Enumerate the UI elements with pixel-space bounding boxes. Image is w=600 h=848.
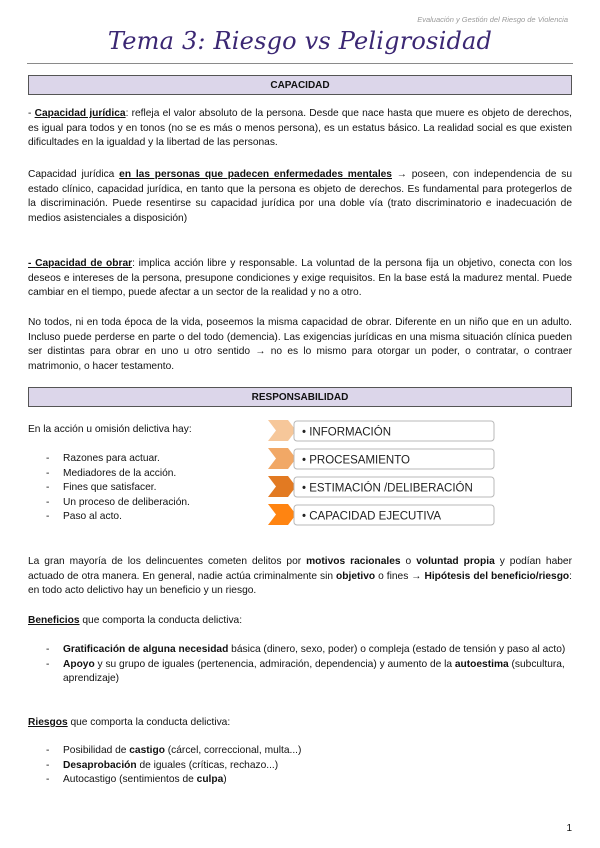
bold-term: voluntad propia: [416, 556, 495, 567]
text-fragment: : en todo acto delictivo hay un beneficio y un riesgo.: [28, 570, 573, 596]
list-item: - Fines que satisfacer.: [28, 481, 258, 496]
list-item: [28, 658, 572, 687]
list-item: - Mediadores de la acción.: [28, 467, 258, 482]
term-riesgos: Riesgos: [28, 717, 68, 728]
diagram-step-1: [268, 420, 494, 441]
diagram-label-1: • INFORMACIÓN: [302, 426, 391, 439]
dash: -: [28, 258, 36, 269]
text-fragment: de iguales (críticas, rechazo...): [136, 759, 279, 771]
bold-term: Desaprobación: [63, 759, 137, 771]
chevron-2: [268, 448, 296, 469]
riesgos-list: [28, 744, 572, 788]
list-item: [28, 759, 572, 774]
text-fragment: Posibilidad de: [63, 745, 130, 756]
process-diagram: [266, 418, 496, 533]
title-divider: [27, 63, 573, 64]
list-item: [28, 773, 572, 788]
term-capacidad-juridica: Capacidad jurídica: [34, 108, 126, 119]
text-fragment: → poseen, con independencia de su estado clínico, capacidad jurídica, en tanto que la persona es objeto de derechos. Es fundamental para protegerlos de la discriminación. Puede resentirse su capacidad jurídica por una doble vía (trato discriminatorio e inadecuación de medios asistenciales a disposición): [28, 169, 573, 224]
text-capacidad-obrar: : implica acción libre y responsable. La voluntad de la persona fija un objetivo, conecta con los deseos e intereses de la persona, presupone condiciones y exige requisitos. En la base está la madurez mental. Puede cambiar en el tiempo, puede afectar a un sector de la realidad y no a otro.: [28, 258, 572, 298]
list-item: - Paso al acto.: [28, 510, 258, 525]
text-fragment: y podían haber actuado de otra manera. En general, nadie actúa criminalmente sin: [28, 556, 572, 582]
text-fragment: o fines →: [375, 570, 425, 582]
bold-term: motivos racionales: [306, 556, 401, 567]
diagram-step-2: [268, 448, 494, 469]
diagram-label-4: • CAPACIDAD EJECUTIVA: [302, 510, 442, 523]
riesgos-heading: [28, 716, 572, 731]
section-band-responsabilidad: RESPONSABILIDAD: [28, 387, 572, 407]
text-fragment: (subcultura, aprendizaje): [63, 658, 565, 684]
chevron-1: [268, 420, 296, 441]
text-fragment: ): [223, 774, 227, 785]
text-fragment: Capacidad jurídica: [28, 169, 120, 180]
section-band-capacidad: CAPACIDAD: [28, 75, 572, 95]
page-number: 1: [566, 823, 572, 834]
bold-term: autoestima: [454, 658, 509, 670]
header-note: Evaluación y Gestión del Riesgo de Violencia: [417, 15, 568, 24]
text-fragment: y su grupo de iguales (pertenencia, admiración, dependencia) y aumento de la: [94, 658, 455, 670]
diagram-label-2: • PROCESAMIENTO: [302, 454, 410, 467]
list-item: - Razones para actuar.: [28, 452, 258, 467]
paragraph-no-todos: No todos, ni en toda época de la vida, poseemos la misma capacidad de obrar. Diferente en un niño que en un adulto. Incluso puede perderse en parte o del todo (demencia). Las exigencias jurídicas en una misma situación clínica pueden ser distintas para obrar en uno u otro sentido → no es lo mismo para otorgar un poder, o contratar, o contraer matrimonio, o hacer testamento.: [28, 317, 572, 372]
list-item: [28, 643, 572, 658]
term-enfermedades-mentales: en las personas que padecen enfermedades mentales: [119, 169, 392, 180]
term-label: Capacidad de obrar: [35, 258, 133, 269]
text-fragment: Autocastigo (sentimientos de: [63, 774, 197, 785]
bold-term: culpa: [196, 774, 224, 785]
list-intro: En la acción u omisión delictiva hay:: [28, 424, 192, 435]
bold-term: objetivo: [336, 570, 376, 582]
bold-term: castigo: [129, 745, 165, 756]
text-fragment: que comporta la conducta delictiva:: [67, 717, 231, 728]
bold-term: Gratificación de alguna necesidad: [63, 644, 229, 655]
diagram-label-3: • ESTIMACIÓN /DELIBERACIÓN: [302, 482, 473, 495]
text-capacidad-juridica: : refleja el valor absoluto de la persona. Desde que nace hasta que muere es objeto de derechos, es igual para todos y en tonos (no se es más o menos persona), es un estatus básico. La realidad social es que existen dificultades en la igualdad y la libertad de las personas.: [28, 108, 572, 148]
text-fragment: (cárcel, correccional, multa...): [164, 745, 302, 756]
chevron-4: [268, 504, 296, 525]
list-item: [28, 744, 572, 759]
paragraph-capacidad-obrar: [28, 257, 572, 301]
term-beneficios: Beneficios: [28, 615, 80, 626]
paragraph-enfermedades-mentales: [28, 168, 572, 226]
action-list: [28, 452, 258, 525]
bold-term: Apoyo: [63, 658, 95, 670]
diagram-step-3: [268, 476, 494, 497]
list-item: - Un proceso de deliberación.: [28, 496, 258, 511]
page-title: Tema 3: Riesgo vs Peligrosidad: [107, 27, 493, 55]
beneficios-heading: [28, 614, 572, 629]
text-fragment: que comporta la conducta delictiva:: [79, 615, 243, 626]
paragraph-capacidad-juridica: - Capacidad jurídica: refleja el valor absoluto de la persona. Desde que nace hasta que muere es objeto de derechos, es igual para todos y en tonos (no se es más o menos persona), es un estatus básico. La realidad social es que existen dificultades en la igualdad y la libertad de las personas.: [28, 108, 572, 148]
paragraph-motivos: [28, 555, 572, 599]
text-fragment: o: [400, 556, 417, 567]
term-capacidad-obrar: [28, 258, 132, 269]
diagram-step-4: [268, 504, 494, 525]
beneficios-list: [28, 643, 572, 687]
text-fragment: La gran mayoría de los delincuentes cometen delitos por: [28, 556, 307, 567]
bold-term: Hipótesis del beneficio/riesgo: [424, 570, 570, 582]
text-fragment: básica (dinero, sexo, poder) o compleja (estado de tensión y paso al acto): [228, 644, 566, 655]
chevron-3: [268, 476, 296, 497]
